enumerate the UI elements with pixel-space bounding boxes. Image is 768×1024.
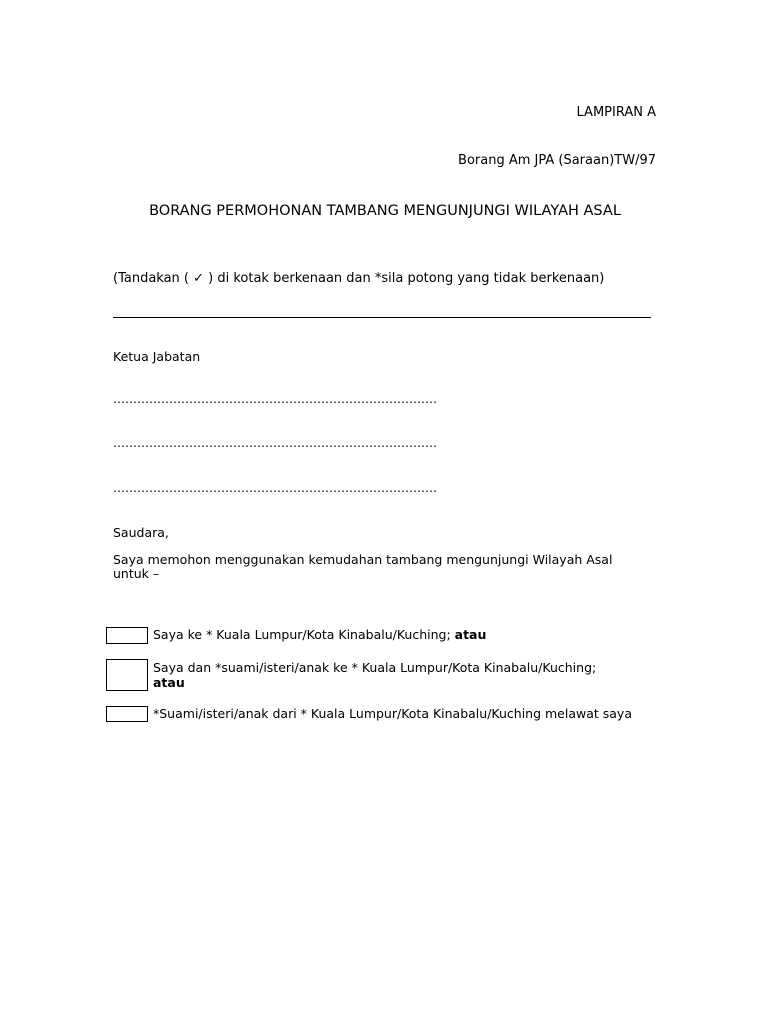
- form-code: Borang Am JPA (Saraan)TW/97: [458, 153, 656, 168]
- option-label-2: [153, 660, 623, 690]
- option-text-3: *Suami/isteri/anak dari * Kuala Lumpur/Kota Kinabalu/Kuching melawat saya: [153, 706, 632, 721]
- option-text-1: Saya ke * Kuala Lumpur/Kota Kinabalu/Kuching;: [153, 627, 455, 642]
- option-checkbox-1[interactable]: [106, 627, 148, 644]
- option-checkbox-2[interactable]: [106, 659, 148, 691]
- recipient-label: Ketua Jabatan: [113, 349, 201, 364]
- salutation: Saudara,: [113, 525, 169, 540]
- horizontal-rule: [113, 317, 651, 318]
- option-label-1: [153, 627, 653, 642]
- address-line-2[interactable]: ………………………………………………………………………: [113, 436, 437, 450]
- instruction-text: (Tandakan ( ✓ ) di kotak berkenaan dan *sila potong yang tidak berkenaan): [113, 271, 605, 286]
- option-label-3: [153, 706, 653, 721]
- option-suffix-2: atau: [153, 675, 185, 690]
- option-text-2: Saya dan *suami/isteri/anak ke * Kuala Lumpur/Kota Kinabalu/Kuching;: [153, 660, 597, 675]
- form-title: BORANG PERMOHONAN TAMBANG MENGUNJUNGI WILAYAH ASAL: [149, 203, 621, 219]
- address-line-1[interactable]: ………………………………………………………………………: [113, 392, 437, 406]
- address-line-3[interactable]: ………………………………………………………………………: [113, 481, 437, 495]
- request-paragraph: Saya memohon menggunakan kemudahan tambang mengunjungi Wilayah Asal untuk –: [113, 552, 613, 581]
- option-checkbox-3[interactable]: [106, 706, 148, 722]
- option-suffix-1: atau: [454, 627, 487, 642]
- appendix-label: LAMPIRAN A: [576, 105, 656, 120]
